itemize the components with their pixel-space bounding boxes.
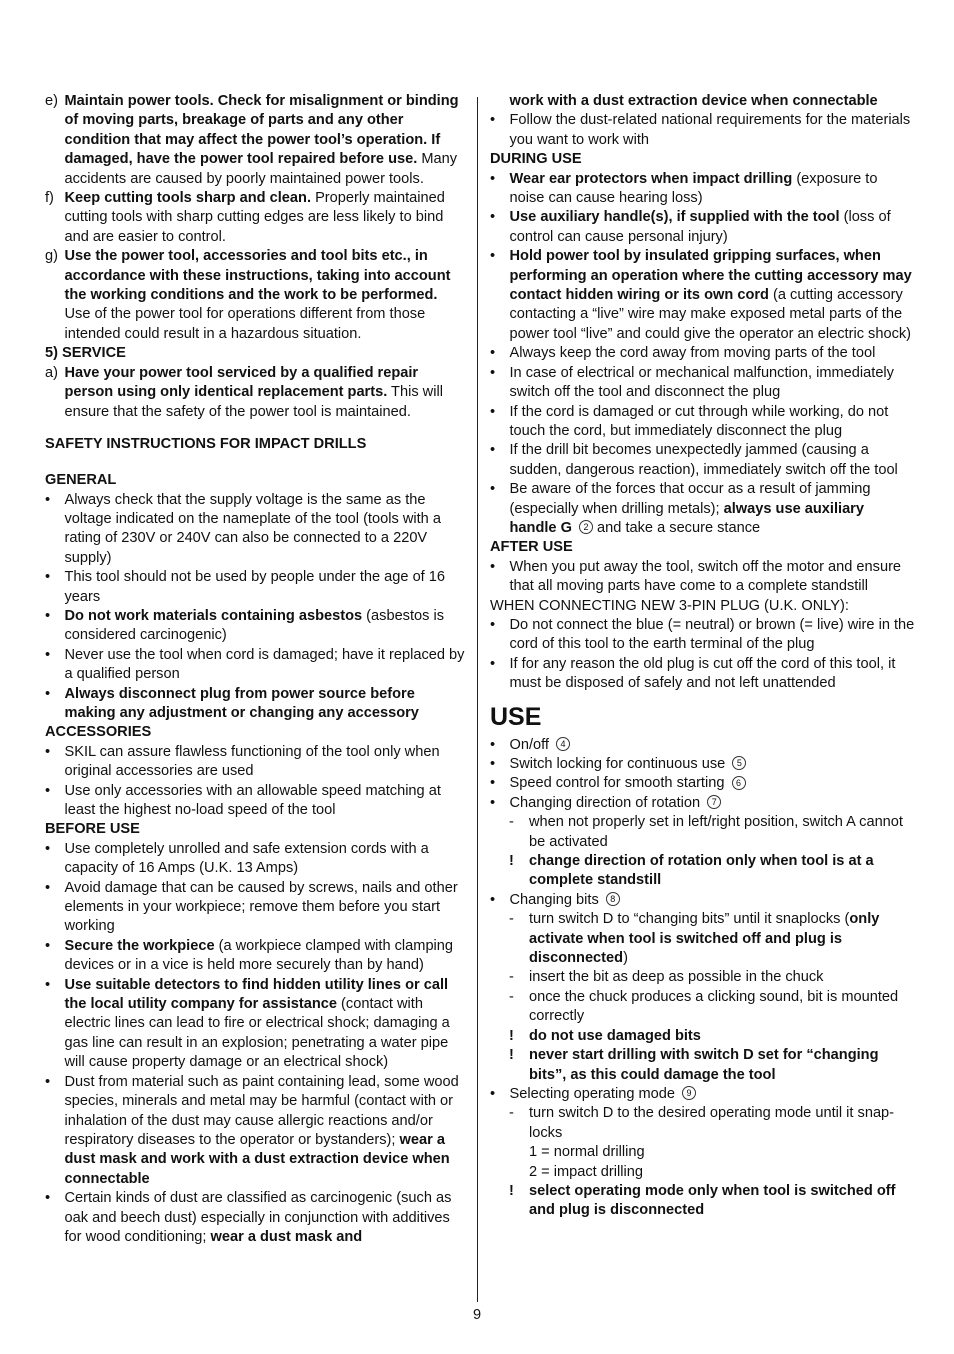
list-marker: • (45, 569, 51, 586)
list-text: Use completely unrolled and safe extension cords with a capacity of 16 Amps (U.K. 13 Amps) (64, 840, 429, 877)
section-heading: AFTER USE (490, 539, 573, 556)
warning-item (490, 1182, 915, 1221)
warning-item (490, 1027, 915, 1046)
list-item (45, 976, 465, 1073)
list-item (45, 247, 465, 344)
list-item (45, 782, 465, 821)
list-marker: • (45, 685, 51, 702)
list-item (45, 646, 465, 685)
list-text: turn switch D to “changing bits” until it snaplocks (only activate when tool is switched off and plug is disconnected) (529, 911, 880, 967)
list-text: When you put away the tool, switch off the motor and ensure that all moving parts have come to a complete standstill (509, 558, 902, 595)
list-marker: • (490, 345, 496, 362)
list-marker: • (490, 112, 496, 129)
list-item (490, 558, 915, 597)
list-item (45, 937, 465, 976)
list-item (45, 189, 465, 247)
list-marker: f) (45, 190, 54, 207)
sub-list-item (490, 813, 915, 852)
list-item (490, 403, 915, 442)
list-item (490, 208, 915, 247)
list-text: SKIL can assure flawless functioning of the tool only when original accessories are used (64, 743, 440, 780)
list-text: Always keep the cord away from moving parts of the tool (509, 345, 876, 362)
figure-ref-icon: 7 (707, 795, 721, 809)
list-marker: • (45, 1190, 51, 1207)
list-marker: • (45, 782, 51, 799)
list-item (45, 364, 465, 422)
warning-item (490, 1046, 915, 1085)
list-marker: ! (509, 1182, 514, 1199)
list-item (490, 111, 915, 150)
list-item (45, 92, 465, 189)
list-marker: e) (45, 93, 58, 109)
list-marker: • (45, 646, 51, 663)
list-text: Follow the dust-related national requirements for the materials you want to work with (509, 112, 911, 148)
list-text: select operating mode only when tool is switched off and plug is disconnected (529, 1182, 896, 1219)
list-marker: - (509, 911, 514, 928)
list-item (490, 655, 915, 694)
list-marker: • (490, 794, 496, 811)
left-column (45, 92, 465, 1247)
list-marker: • (490, 248, 496, 265)
list-marker: • (490, 481, 496, 498)
list-marker: • (490, 655, 496, 672)
list-text: If the drill bit becomes unexpectedly jammed (causing a sudden, dangerous reaction), immediately switch off the tool (509, 442, 898, 478)
list-item (490, 891, 915, 910)
list-text: Maintain power tools. Check for misalignment or binding of moving parts, breakage of parts and any other condition that may affect the power tool’s operation. If damaged, have the power tool repaired before use. Many accidents are caused by poorly maintained power tools. (64, 93, 459, 187)
list-item (490, 774, 915, 793)
list-marker: • (45, 976, 51, 993)
list-text: turn switch D to the desired operating mode until it snap-locks 1 = normal drilling 2 = impact drilling (529, 1105, 895, 1180)
list-text: Changing direction of rotation 7 (510, 795, 722, 811)
section-heading: SAFETY INSTRUCTIONS FOR IMPACT DRILLS (45, 435, 367, 452)
section-title: USE (490, 702, 542, 731)
list-item (490, 344, 915, 363)
column-divider (477, 97, 478, 1302)
list-text: when not properly set in left/right position, switch A cannot be activated (529, 814, 903, 850)
list-text: Changing bits 8 (510, 892, 620, 908)
figure-ref-icon: 4 (556, 737, 570, 751)
list-text: In case of electrical or mechanical malfunction, immediately switch off the tool and disconnect the plug (509, 364, 894, 401)
list-text: Always check that the supply voltage is the same as the voltage indicated on the nameplate of the tool (tools with a rating of 230V or 240V can also be connected to a 220V supply) (64, 491, 441, 566)
list-text: Be aware of the forces that occur as a result of jamming (especially when drilling metals); always use auxiliary handle G 2 and take a secure stance (509, 481, 871, 536)
section-heading: BEFORE USE (45, 821, 140, 838)
figure-ref-icon: 2 (579, 520, 593, 534)
list-marker: • (490, 891, 496, 908)
list-item (490, 441, 915, 480)
list-item (490, 755, 915, 774)
list-marker: g) (45, 248, 58, 265)
list-item (490, 616, 915, 655)
list-text: never start drilling with switch D set for “changing bits”, as this could damage the tool (529, 1047, 879, 1083)
list-marker: - (509, 988, 514, 1005)
list-item (490, 794, 915, 813)
list-item (45, 685, 465, 724)
list-text: Do not work materials containing asbestos (asbestos is considered carcinogenic) (64, 607, 445, 644)
list-item (45, 1189, 465, 1247)
list-text: If the cord is damaged or cut through while working, do not touch the cord, but immediately disconnect the plug (509, 403, 889, 439)
list-marker: • (45, 743, 51, 760)
list-marker: • (45, 491, 51, 508)
list-text: If for any reason the old plug is cut off the cord of this tool, it must be disposed of safely and not left unattended (509, 655, 896, 692)
list-marker: - (509, 814, 514, 831)
list-item (45, 743, 465, 782)
list-marker: • (45, 840, 51, 857)
figure-ref-icon: 6 (732, 776, 746, 790)
list-marker: • (490, 442, 496, 459)
list-item (45, 568, 465, 607)
list-marker: • (490, 736, 496, 753)
list-marker: • (45, 937, 51, 954)
list-text: Keep cutting tools sharp and clean. Properly maintained cutting tools with sharp cutting edges are less likely to bind and are easier to control. (64, 190, 445, 245)
list-item (490, 364, 915, 403)
list-text: Use suitable detectors to find hidden utility lines or call the local utility company for assistance (contact with electric lines can lead to fire or electrical shock; damaging a gas line can result in an explosion; penetrating a water pipe will cause property damage or an electrical shock) (64, 976, 450, 1071)
list-text: Selecting operating mode 9 (510, 1086, 697, 1102)
sub-list-item (490, 968, 915, 987)
spacer (45, 422, 465, 435)
sub-list-item (490, 1104, 915, 1182)
list-marker: - (509, 1105, 514, 1122)
list-item (45, 491, 465, 569)
list-marker: • (45, 1073, 51, 1090)
list-text: This tool should not be used by people under the age of 16 years (64, 569, 446, 605)
sub-list-item (490, 988, 915, 1027)
paragraph: WHEN CONNECTING NEW 3-PIN PLUG (U.K. ONLY): (490, 597, 849, 614)
list-marker: • (490, 1085, 496, 1102)
list-text: insert the bit as deep as possible in the chuck (529, 969, 824, 986)
list-marker: ! (509, 1027, 514, 1044)
list-item (490, 1085, 915, 1104)
list-item (45, 840, 465, 879)
list-text: do not use damaged bits (529, 1027, 701, 1044)
warning-item (490, 852, 915, 891)
list-marker: • (45, 879, 51, 896)
list-marker: • (490, 616, 496, 633)
figure-ref-icon: 5 (732, 756, 746, 770)
list-text: Never use the tool when cord is damaged; have it replaced by a qualified person (64, 646, 465, 683)
list-text: Have your power tool serviced by a qualified repair person using only identical replacement parts. This will ensure that the safety of the power tool is maintained. (64, 364, 443, 420)
list-text: Hold power tool by insulated gripping surfaces, when performing an operation where the cutting accessory may contact hidden wiring or its own cord (a cutting accessory contacting a “live” wire may make exposed metal parts of the power tool “live” and could give the operator an electric shock) (509, 248, 912, 342)
section-heading: GENERAL (45, 472, 117, 489)
list-item (45, 879, 465, 937)
list-marker: • (490, 170, 496, 187)
list-marker: • (490, 756, 496, 772)
list-text: Use only accessories with an allowable speed matching at least the highest no-load speed of the tool (64, 782, 441, 819)
list-item (45, 607, 465, 646)
list-text: Dust from material such as paint containing lead, some wood species, minerals and metal may be harmful (contact with or inhalation of the dust may cause allergic reactions and/or respiratory diseases to the operator or bystanders); wear a dust mask and work with a dust extraction device when connectable (64, 1073, 459, 1187)
list-marker: • (490, 364, 496, 381)
sub-list-item (490, 910, 915, 968)
list-text: On/off 4 (510, 737, 571, 753)
list-marker: • (490, 558, 496, 575)
list-text: Certain kinds of dust are classified as carcinogenic (such as oak and beech dust) especially in conjunction with additives for wood conditioning; wear a dust mask and (64, 1190, 452, 1245)
list-marker: ! (509, 853, 514, 870)
list-text: Avoid damage that can be caused by screws, nails and other elements in your workpiece; remove them before you start working (64, 879, 458, 935)
section-heading: ACCESSORIES (45, 724, 152, 741)
list-text: work with a dust extraction device when connectable (509, 93, 878, 109)
list-text: once the chuck produces a clicking sound, bit is mounted correctly (529, 988, 899, 1025)
section-heading: 5) SERVICE (45, 345, 126, 362)
figure-ref-icon: 8 (606, 892, 620, 906)
list-text: Always disconnect plug from power source before making any adjustment or changing any accessory (64, 685, 419, 721)
list-item (490, 247, 915, 344)
list-text: Wear ear protectors when impact drilling (exposure to noise can cause hearing loss) (509, 170, 878, 207)
spacer (45, 454, 465, 471)
list-text: Use the power tool, accessories and tool bits etc., in accordance with these instructions, taking into account the working conditions and the work to be performed. Use of the power tool for operations different from those intended could result in a hazardous situation. (64, 248, 451, 342)
list-item (45, 1073, 465, 1189)
list-text: change direction of rotation only when tool is at a complete standstill (529, 853, 874, 889)
list-text: Switch locking for continuous use 5 (510, 756, 747, 772)
right-column (490, 92, 915, 1221)
list-marker: ! (509, 1047, 514, 1064)
list-text: Speed control for smooth starting 6 (510, 775, 746, 791)
list-marker: • (490, 209, 496, 226)
section-heading: DURING USE (490, 151, 582, 168)
list-text: Secure the workpiece (a workpiece clamped with clamping devices or in a vice is held more securely than by hand) (64, 937, 454, 974)
list-item (490, 480, 915, 538)
list-text: Do not connect the blue (= neutral) or brown (= live) wire in the cord of this tool to the earth terminal of the plug (509, 616, 915, 653)
page-number: 9 (472, 1307, 482, 1323)
list-item (490, 170, 915, 209)
list-marker: a) (45, 364, 58, 381)
list-marker: • (490, 403, 496, 420)
list-marker: • (490, 775, 496, 792)
list-text: Use auxiliary handle(s), if supplied with the tool (loss of control can cause personal injury) (509, 209, 891, 245)
list-marker: - (509, 969, 514, 986)
list-item (490, 92, 915, 111)
list-item (490, 736, 915, 755)
list-marker: • (45, 607, 51, 624)
figure-ref-icon: 9 (682, 1086, 696, 1100)
